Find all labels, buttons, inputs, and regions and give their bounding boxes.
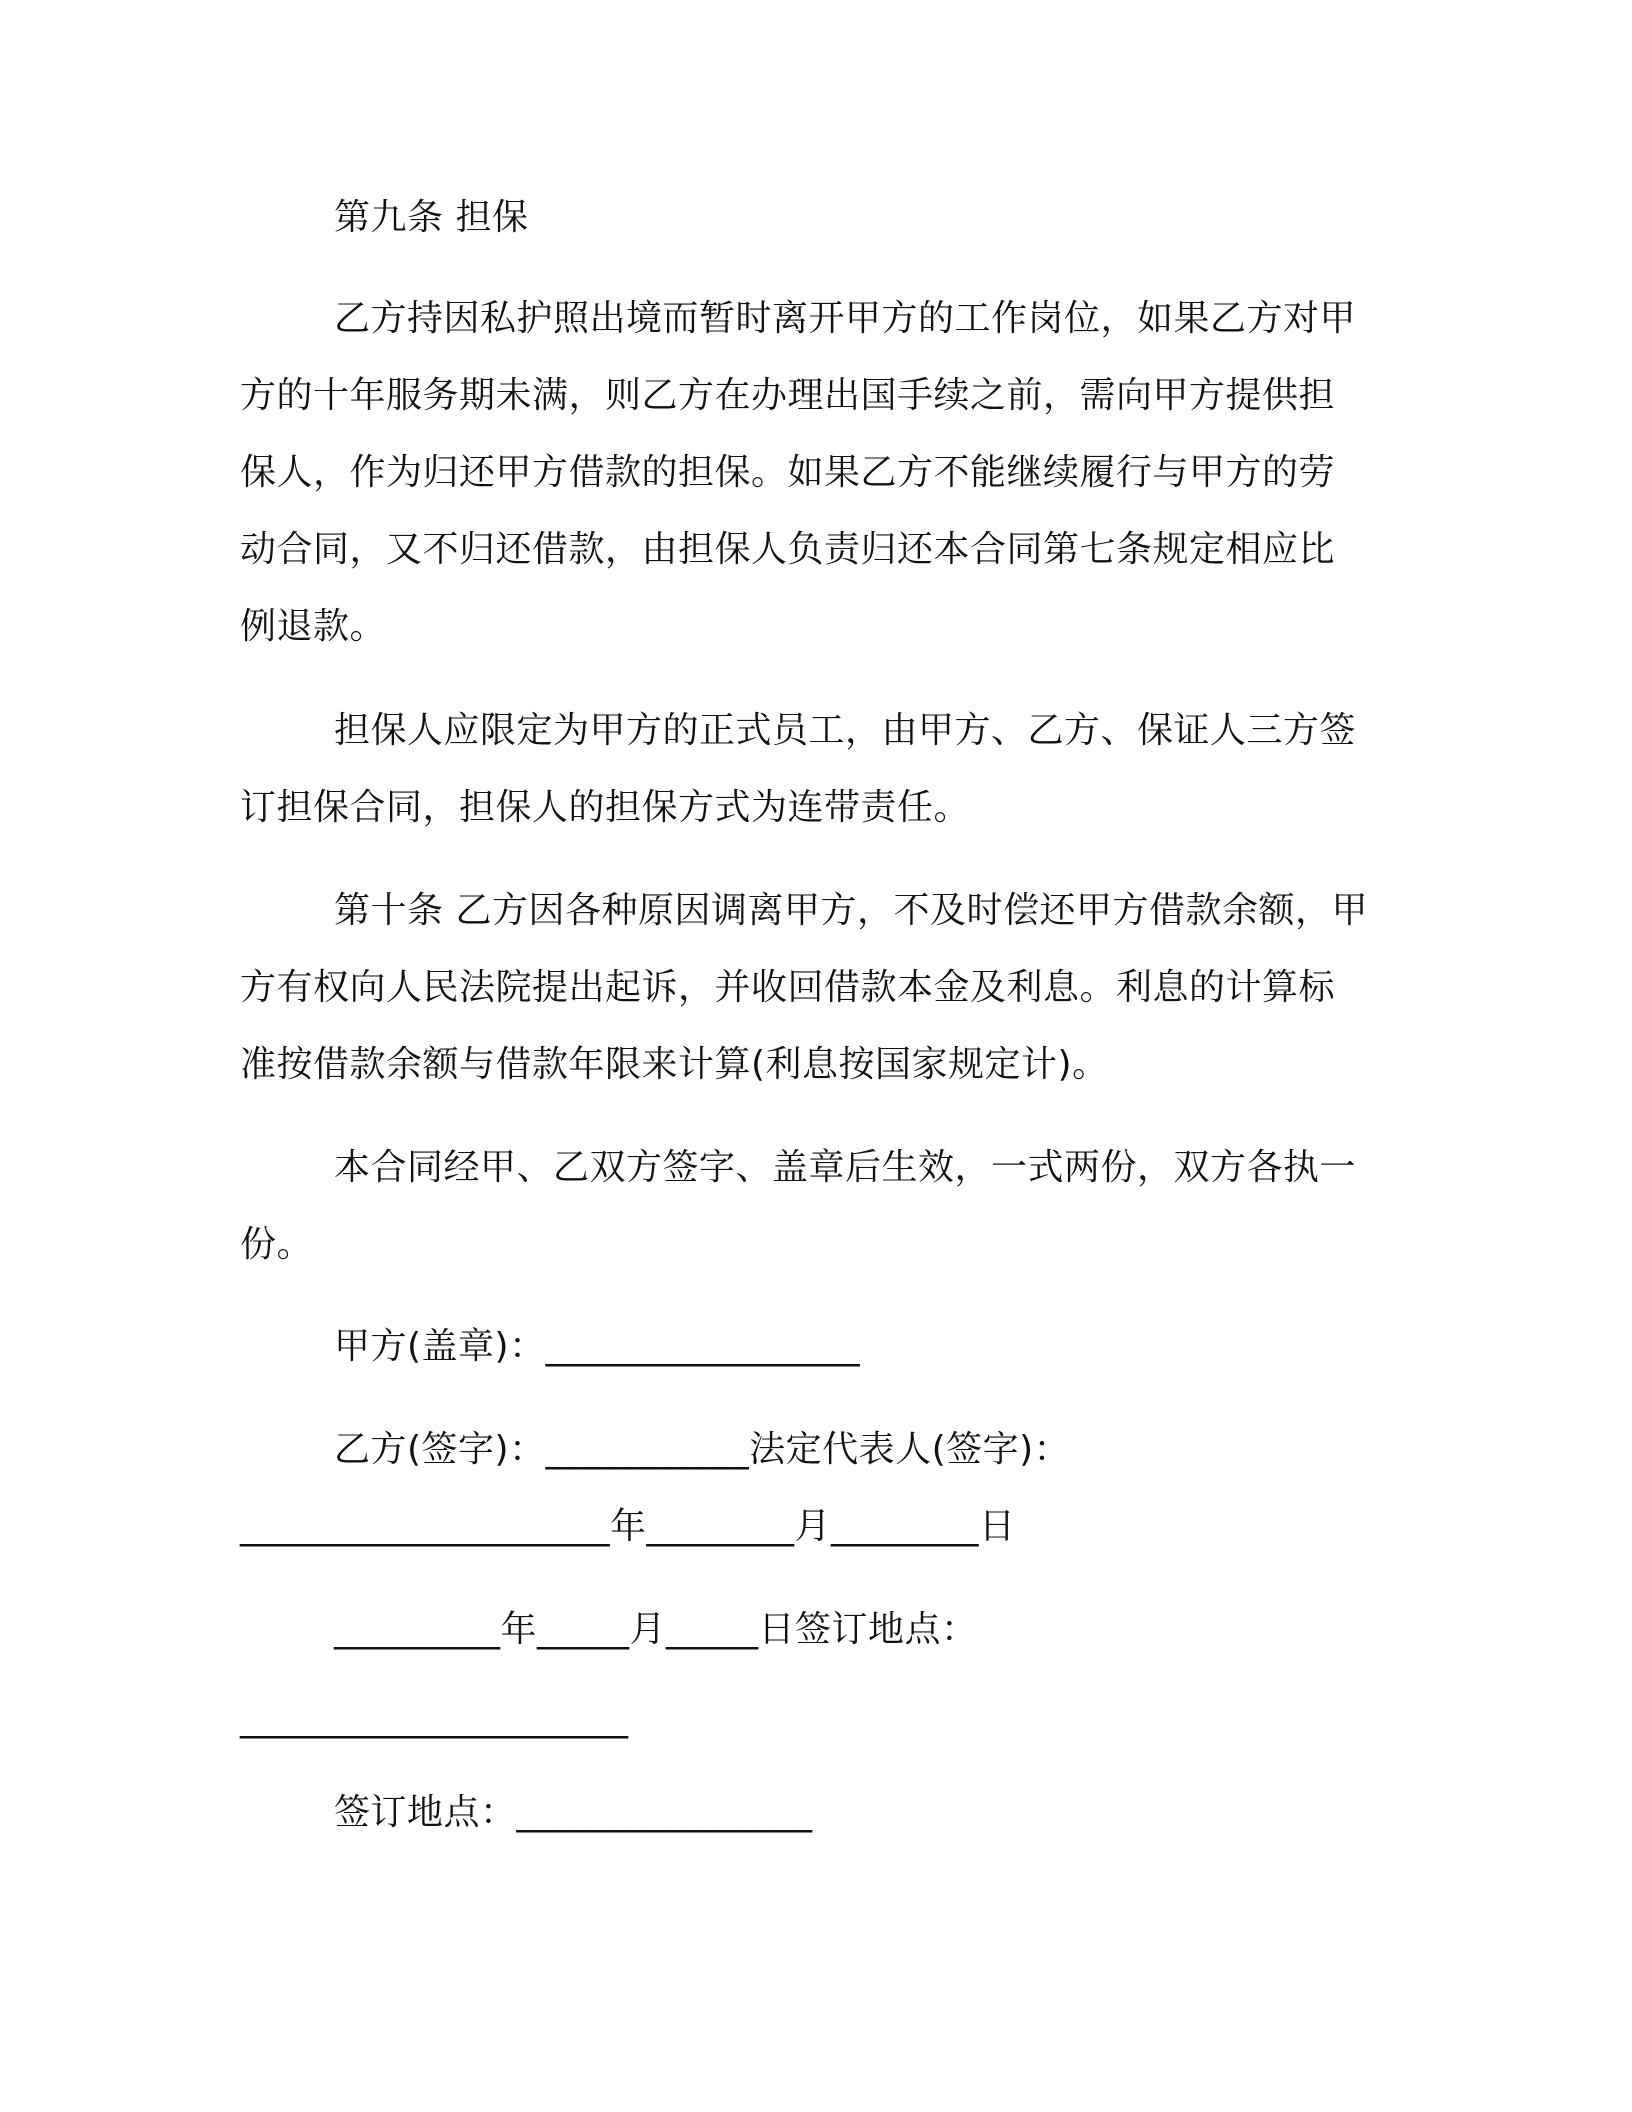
article-9-paragraph-1-line-1: 乙方持因私护照出境而暂时离开甲方的工作岗位，如果乙方对甲 bbox=[334, 298, 1357, 339]
article-9-paragraph-2-line-1: 担保人应限定为甲方的正式员工，由甲方、乙方、保证人三方签 bbox=[334, 710, 1357, 751]
effectiveness-clause-line-2: 份。 bbox=[240, 1224, 314, 1265]
article-9-heading: 第九条 担保 bbox=[334, 197, 529, 238]
article-10-line-3: 准按借款余额与借款年限来计算(利息按国家规定计)。 bbox=[240, 1044, 1109, 1085]
effectiveness-clause-line-1: 本合同经甲、乙双方签字、盖章后生效，一式两份，双方各执一 bbox=[334, 1147, 1357, 1188]
article-9-paragraph-1-line-4: 动合同，又不归还借款，由担保人负责归还本合同第七条规定相应比 bbox=[240, 529, 1336, 570]
party-b-signature-line: 乙方(签字)：___________法定代表人(签字)： bbox=[334, 1429, 1071, 1470]
party-b-date-line: ____________________年________月________日 bbox=[240, 1506, 1016, 1547]
article-9-paragraph-1-line-2: 方的十年服务期未满，则乙方在办理出国手续之前，需向甲方提供担 bbox=[240, 375, 1336, 416]
party-a-seal-line: 甲方(盖章)：_________________ bbox=[334, 1326, 861, 1367]
article-9-paragraph-2-line-2: 订担保合同，担保人的担保方式为连带责任。 bbox=[240, 787, 971, 828]
article-9-paragraph-1-line-5: 例退款。 bbox=[240, 606, 387, 647]
signing-place-line: 签订地点：________________ bbox=[334, 1792, 813, 1833]
article-10-line-2: 方有权向人民法院提出起诉，并收回借款本金及利息。利息的计算标 bbox=[240, 967, 1336, 1008]
article-9-paragraph-1-line-3: 保人，作为归还甲方借款的担保。如果乙方不能继续履行与甲方的劳 bbox=[240, 452, 1336, 493]
signing-date-place-line: _________年_____月_____日签订地点： bbox=[334, 1609, 978, 1650]
article-10-line-1: 第十条 乙方因各种原因调离甲方，不及时偿还甲方借款余额，甲 bbox=[334, 890, 1368, 931]
signing-place-blank-line: _____________________ bbox=[240, 1698, 629, 1739]
